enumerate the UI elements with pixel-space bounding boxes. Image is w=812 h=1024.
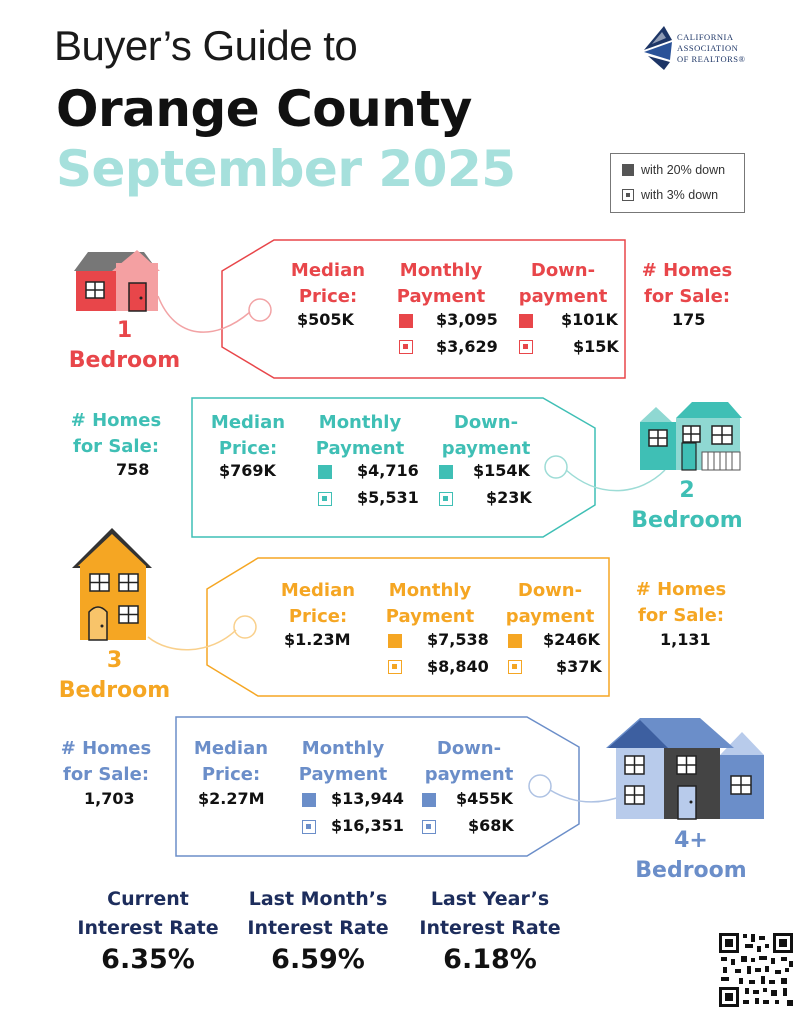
tier3-homes-label: # Homes for Sale: bbox=[635, 579, 727, 626]
last-year-rate-label: Last Year’s Interest Rate bbox=[419, 888, 561, 939]
tier1-down-label: Down- payment bbox=[518, 260, 608, 307]
tier4-median-label: Median Price: bbox=[193, 738, 269, 785]
hollow-square-icon bbox=[508, 660, 522, 674]
tier3-homes-value: 1,131 bbox=[660, 630, 711, 649]
tier3-bedroom-label: 3 Bedroom bbox=[58, 648, 171, 703]
logo-line-2: ASSOCIATION bbox=[677, 43, 739, 53]
house-2-bedroom-icon bbox=[640, 402, 742, 470]
legend-filled-label: with 20% down bbox=[641, 163, 726, 177]
tier1-down-3: $15K bbox=[573, 337, 619, 356]
tier3-down-label: Down- payment bbox=[505, 580, 595, 627]
tier1-homes-value: 175 bbox=[672, 310, 706, 329]
hollow-square-icon bbox=[519, 340, 533, 354]
tier3-monthly-label: Monthly Payment bbox=[385, 580, 475, 627]
tier4-down-20: $455K bbox=[456, 789, 513, 808]
title-date: September 2025 bbox=[56, 140, 516, 198]
tier2-homes-value: 758 bbox=[116, 460, 150, 479]
tier4-median-value: $2.27M bbox=[198, 789, 265, 808]
logo-line-3: OF REALTORS® bbox=[677, 54, 746, 64]
filled-square-icon bbox=[388, 634, 402, 648]
hollow-square-icon bbox=[318, 492, 332, 506]
tier4-monthly-label: Monthly Payment bbox=[298, 738, 388, 785]
title-line-1: Buyer’s Guide to bbox=[54, 22, 358, 69]
tier2-bedroom-label: 2 Bedroom bbox=[631, 478, 743, 533]
tier2-down-20: $154K bbox=[473, 461, 530, 480]
tier4-down-3: $68K bbox=[468, 816, 514, 835]
tier4-monthly-3: $16,351 bbox=[331, 816, 404, 835]
filled-square-icon bbox=[399, 314, 413, 328]
current-rate-value: 6.35% bbox=[101, 944, 195, 975]
tier4-monthly-20: $13,944 bbox=[331, 789, 404, 808]
tier3-down-20: $246K bbox=[543, 630, 600, 649]
tier1-median-value: $505K bbox=[297, 310, 354, 329]
tier3-down-3: $37K bbox=[556, 657, 602, 676]
filled-square-icon bbox=[519, 314, 533, 328]
tier2-monthly-3: $5,531 bbox=[357, 488, 419, 507]
filled-square-icon bbox=[508, 634, 522, 648]
last-year-rate-value: 6.18% bbox=[443, 944, 537, 975]
hollow-square-icon bbox=[439, 492, 453, 506]
tier2-homes-label: # Homes for Sale: bbox=[70, 410, 162, 457]
house-1-bedroom-icon bbox=[74, 250, 160, 311]
filled-square-icon bbox=[439, 465, 453, 479]
tier1-monthly-3: $3,629 bbox=[436, 337, 498, 356]
tier2-median-label: Median Price: bbox=[210, 412, 286, 459]
hollow-square-icon bbox=[302, 820, 316, 834]
tier3-monthly-3: $8,840 bbox=[427, 657, 489, 676]
logo-line-1: CALIFORNIA bbox=[677, 32, 734, 42]
tier3-median-label: Median Price: bbox=[280, 580, 356, 627]
tier1-median-label: Median Price: bbox=[290, 260, 366, 307]
title-county: Orange County bbox=[56, 80, 472, 138]
current-rate-label: Current Interest Rate bbox=[77, 888, 219, 939]
tier4-homes-label: # Homes for Sale: bbox=[60, 738, 152, 785]
tier2-median-value: $769K bbox=[219, 461, 276, 480]
filled-square-icon bbox=[302, 793, 316, 807]
tier2-down-3: $23K bbox=[486, 488, 532, 507]
tier3-monthly-20: $7,538 bbox=[427, 630, 489, 649]
hollow-square-icon bbox=[422, 820, 436, 834]
tier3-median-value: $1.23M bbox=[284, 630, 351, 649]
tier1-homes-label: # Homes for Sale: bbox=[641, 260, 733, 307]
hollow-square-icon bbox=[388, 660, 402, 674]
tier4-homes-value: 1,703 bbox=[84, 789, 135, 808]
house-3-bedroom-icon bbox=[72, 528, 152, 640]
tier1-monthly-label: Monthly Payment bbox=[396, 260, 486, 307]
qr-code-icon bbox=[718, 932, 794, 1008]
tier4-bedroom-label: 4+ Bedroom bbox=[635, 828, 747, 883]
filled-square-icon bbox=[318, 465, 332, 479]
house-4-bedroom-icon bbox=[606, 718, 764, 819]
tier1-down-20: $101K bbox=[561, 310, 618, 329]
tier1-monthly-20: $3,095 bbox=[436, 310, 498, 329]
hollow-square-icon bbox=[399, 340, 413, 354]
legend-hollow-label: with 3% down bbox=[641, 188, 719, 202]
last-month-rate-label: Last Month’s Interest Rate bbox=[247, 888, 389, 939]
tier2-down-label: Down- payment bbox=[441, 412, 531, 459]
tier1-bedroom-label: 1 Bedroom bbox=[68, 318, 181, 373]
tier4-down-label: Down- payment bbox=[424, 738, 514, 785]
tier2-monthly-20: $4,716 bbox=[357, 461, 419, 480]
last-month-rate-value: 6.59% bbox=[271, 944, 365, 975]
filled-square-icon bbox=[422, 793, 436, 807]
tier2-monthly-label: Monthly Payment bbox=[315, 412, 405, 459]
